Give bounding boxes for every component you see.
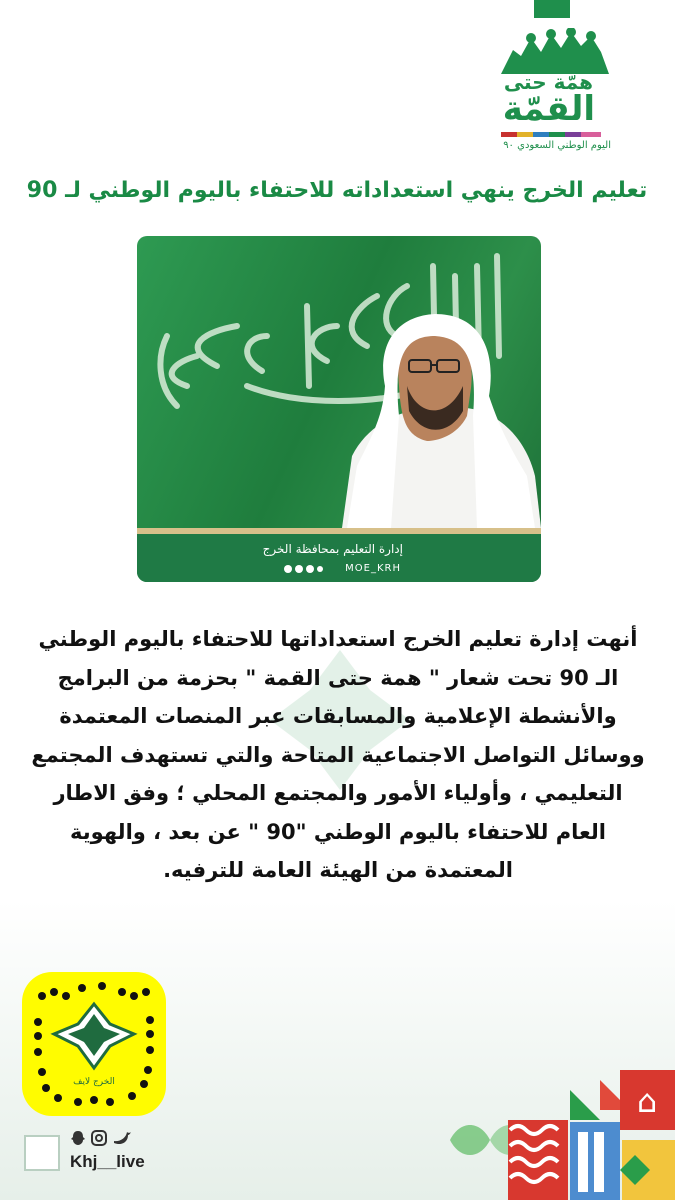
snapchat-icon bbox=[71, 1131, 85, 1145]
headline: تعليم الخرج ينهي استعداداته للاحتفاء باليوم الوطني لـ 90 bbox=[26, 178, 648, 203]
instagram-icon bbox=[92, 1131, 106, 1145]
photo-card bbox=[137, 236, 541, 582]
logo-subtitle: اليوم الوطني السعودي ٩٠ bbox=[503, 140, 611, 151]
caption-text: إدارة التعليم بمحافظة الخرج bbox=[262, 542, 403, 556]
footer-handle: Khj__live bbox=[70, 1152, 145, 1171]
logo-line-2: القمّة bbox=[502, 89, 595, 129]
body-line: ووسائل التواصل الاجتماعية المتاحة والتي تستهدف المجتمع bbox=[31, 742, 645, 767]
body-line: أنهت إدارة تعليم الخرج استعداداتها للاحتفاء باليوم الوطني bbox=[38, 627, 638, 651]
person-photo bbox=[137, 236, 541, 528]
social-icons-row bbox=[70, 1130, 140, 1146]
logo-color-strip bbox=[501, 132, 601, 137]
logo-line-1: همّة حتى bbox=[503, 70, 593, 94]
body-line: والأنشطة الإعلامية والمسابقات عبر المنصات المعتمدة bbox=[59, 704, 617, 728]
snapcode-pattern bbox=[22, 972, 166, 1116]
body-line: المعتمدة من الهيئة العامة للترفيه. bbox=[163, 858, 513, 882]
figures-mountain-icon bbox=[499, 28, 611, 76]
national-day-logo bbox=[495, 22, 615, 152]
article-body bbox=[18, 620, 658, 890]
body-line: العام للاحتفاء باليوم الوطني "90 " عن بعد ، والهوية bbox=[70, 819, 606, 844]
top-accent-bar bbox=[534, 0, 570, 18]
decorative-pattern bbox=[440, 1060, 675, 1200]
twitter-icon bbox=[114, 1132, 131, 1144]
ghost-logo-box bbox=[24, 1135, 60, 1171]
body-line: التعليمي ، وأولياء الأمور والمجتمع المحلي ؛ وفق الاطار bbox=[53, 781, 623, 805]
body-line: الـ 90 تحت شعار " همة حتى القمة " بحزمة من البرامج bbox=[57, 665, 619, 690]
snapcode-label: الخرج لايف bbox=[73, 1077, 115, 1087]
social-icons bbox=[283, 564, 323, 574]
caption-handle: MOE_KRH bbox=[345, 563, 401, 574]
snapcode[interactable] bbox=[22, 972, 166, 1116]
social-icon-row bbox=[70, 1130, 140, 1150]
svg-text:⌂: ⌂ bbox=[636, 1082, 658, 1120]
